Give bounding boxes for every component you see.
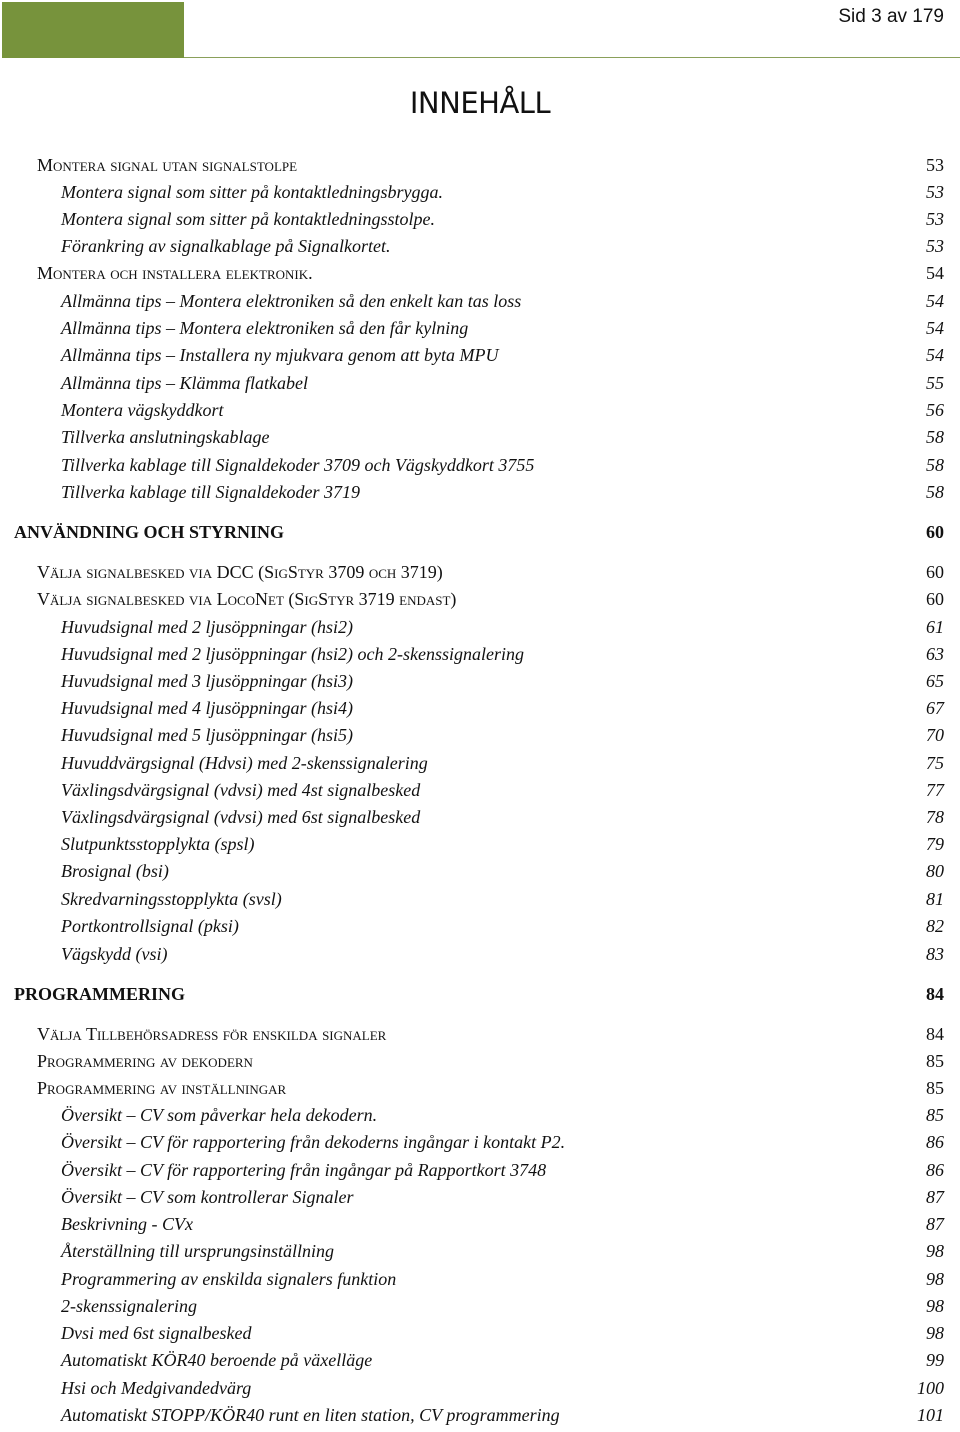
toc-entry[interactable] <box>0 644 960 671</box>
toc-entry-page: 100 <box>917 1378 944 1398</box>
toc-entry-title: Välja Tillbehörsadress för enskilda signaler <box>37 1024 387 1044</box>
toc-entry-page: 98 <box>926 1269 944 1289</box>
toc-entry-page: 58 <box>926 455 944 475</box>
toc-entry[interactable] <box>0 671 960 698</box>
toc-entry-page: 65 <box>926 671 944 691</box>
toc-entry[interactable] <box>0 455 960 482</box>
toc-entry-title: Vägskydd (vsi) <box>61 944 168 964</box>
toc-entry-page: 101 <box>917 1405 944 1425</box>
toc-entry-title: Programmering av dekodern <box>37 1051 253 1071</box>
toc-entry-page: 84 <box>926 1024 944 1044</box>
header-accent-block <box>2 2 184 58</box>
toc-entry[interactable] <box>0 1323 960 1350</box>
toc-entry-title: PROGRAMMERING <box>14 984 185 1004</box>
toc-entry-page: 99 <box>926 1350 944 1370</box>
toc-entry-title: Allmänna tips – Montera elektroniken så den enkelt kan tas loss <box>61 291 522 311</box>
toc-entry-page: 70 <box>926 725 944 745</box>
toc-entry-title: Portkontrollsignal (pksi) <box>61 916 239 936</box>
toc-entry-title: Programmering av enskilda signalers funktion <box>61 1269 397 1289</box>
toc-entry[interactable] <box>0 522 960 549</box>
toc-entry[interactable] <box>0 182 960 209</box>
toc-entry[interactable] <box>0 916 960 943</box>
toc-entry[interactable] <box>0 1132 960 1159</box>
toc-entry-page: 58 <box>926 427 944 447</box>
toc-entry-page: 58 <box>926 482 944 502</box>
toc-entry-page: 75 <box>926 753 944 773</box>
toc-entry[interactable] <box>0 562 960 589</box>
toc-entry[interactable] <box>0 155 960 182</box>
toc-entry-title: Förankring av signalkablage på Signalkortet. <box>61 236 391 256</box>
toc-entry-page: 60 <box>926 522 944 542</box>
toc-entry[interactable] <box>0 861 960 888</box>
toc-entry-page: 53 <box>926 155 944 175</box>
toc-entry[interactable] <box>0 944 960 971</box>
toc-entry-title: Brosignal (bsi) <box>61 861 169 881</box>
toc-entry-title: Översikt – CV som kontrollerar Signaler <box>61 1187 354 1207</box>
toc-entry-title: Växlingsdvärgsignal (vdvsi) med 4st signalbesked <box>61 780 421 800</box>
toc-entry-title: Välja signalbesked via LocoNet (SigStyr 3719 endast) <box>37 589 457 609</box>
page-header <box>0 0 960 60</box>
toc-entry[interactable] <box>0 589 960 616</box>
toc-entry[interactable] <box>0 1214 960 1241</box>
toc-entry-page: 86 <box>926 1132 944 1152</box>
toc-entry-title: Huvudsignal med 4 ljusöppningar (hsi4) <box>61 698 353 718</box>
toc-entry[interactable] <box>0 617 960 644</box>
toc-entry[interactable] <box>0 753 960 780</box>
toc-entry-page: 78 <box>926 807 944 827</box>
toc-entry[interactable] <box>0 1078 960 1105</box>
toc-entry-page: 56 <box>926 400 944 420</box>
toc-entry-title: Dvsi med 6st signalbesked <box>61 1323 252 1343</box>
toc-entry[interactable] <box>0 345 960 372</box>
toc-entry[interactable] <box>0 1051 960 1078</box>
toc-entry[interactable] <box>0 834 960 861</box>
toc-entry-page: 85 <box>926 1051 944 1071</box>
toc-entry-page: 55 <box>926 373 944 393</box>
toc-entry-page: 82 <box>926 916 944 936</box>
toc-entry-page: 87 <box>926 1187 944 1207</box>
toc-entry-title: Huvudsignal med 2 ljusöppningar (hsi2) och 2-skenssignalering <box>61 644 524 664</box>
toc-entry-page: 60 <box>926 589 944 609</box>
toc-entry[interactable] <box>0 482 960 509</box>
page-title: INNEHÅLL <box>409 86 551 120</box>
page-number: Sid 3 av 179 <box>838 6 944 27</box>
toc-entry-page: 61 <box>926 617 944 637</box>
toc-entry-title: Automatiskt KÖR40 beroende på växelläge <box>61 1350 373 1370</box>
toc-entry-title: Huvudsignal med 5 ljusöppningar (hsi5) <box>61 725 353 745</box>
toc-entry-title: Beskrivning - CVx <box>61 1214 193 1234</box>
toc-entry-page: 79 <box>926 834 944 854</box>
toc-entry[interactable] <box>0 984 960 1011</box>
toc-entry[interactable] <box>0 373 960 400</box>
toc-entry-title: Slutpunktsstopplykta (spsl) <box>61 834 255 854</box>
toc-entry-page: 85 <box>926 1078 944 1098</box>
toc-entry[interactable] <box>0 725 960 752</box>
toc-entry[interactable] <box>0 400 960 427</box>
toc-entry[interactable] <box>0 427 960 454</box>
toc-entry-page: 67 <box>926 698 944 718</box>
toc-entry[interactable] <box>0 1160 960 1187</box>
toc-entry-page: 54 <box>926 318 944 338</box>
toc-entry-page: 86 <box>926 1160 944 1180</box>
toc-entry-title: Allmänna tips – Montera elektroniken så den får kylning <box>61 318 469 338</box>
toc-entry-title: Montera signal utan signalstolpe <box>37 155 298 175</box>
toc-entry-page: 83 <box>926 944 944 964</box>
toc-entry-title: Översikt – CV för rapportering från dekoderns ingångar i kontakt P2. <box>61 1132 566 1152</box>
toc-entry[interactable] <box>0 780 960 807</box>
toc-entry[interactable] <box>0 209 960 236</box>
toc-entry-title: Översikt – CV som påverkar hela dekodern. <box>61 1105 378 1125</box>
toc-entry-page: 87 <box>926 1214 944 1234</box>
toc-entry-page: 81 <box>926 889 944 909</box>
toc-entry-title: Översikt – CV för rapportering från ingångar på Rapportkort 3748 <box>61 1160 547 1180</box>
toc-entry-title: ANVÄNDNING OCH STYRNING <box>14 522 285 542</box>
toc-entry[interactable] <box>0 291 960 318</box>
toc-entry[interactable] <box>0 1405 960 1432</box>
toc-entry-title: Huvuddvärgsignal (Hdvsi) med 2-skenssignalering <box>61 753 428 773</box>
toc-entry-page: 98 <box>926 1241 944 1261</box>
toc-entry[interactable] <box>0 1024 960 1051</box>
toc-entry[interactable] <box>0 318 960 345</box>
toc-entry[interactable] <box>0 263 960 290</box>
toc-entry-title: Tillverka kablage till Signaldekoder 3709 och Vägskyddkort 3755 <box>61 455 535 475</box>
toc-entry-page: 53 <box>926 182 944 202</box>
toc-entry-page: 63 <box>926 644 944 664</box>
toc-entry-title: Allmänna tips – Installera ny mjukvara genom att byta MPU <box>61 345 499 365</box>
toc-entry-page: 60 <box>926 562 944 582</box>
toc-entry-title: Huvudsignal med 3 ljusöppningar (hsi3) <box>61 671 353 691</box>
toc-entry[interactable] <box>0 236 960 263</box>
toc-entry-title: Programmering av inställningar <box>37 1078 287 1098</box>
toc-entry-page: 54 <box>926 291 944 311</box>
toc-entry-page: 53 <box>926 209 944 229</box>
toc-entry[interactable] <box>0 1350 960 1377</box>
toc-entry-page: 80 <box>926 861 944 881</box>
toc-entry-title: Välja signalbesked via DCC (SigStyr 3709 och 3719) <box>37 562 443 582</box>
toc-entry[interactable] <box>0 698 960 725</box>
toc-entry-title: Montera signal som sitter på kontaktledningsstolpe. <box>61 209 435 229</box>
toc-entry-page: 85 <box>926 1105 944 1125</box>
toc-entry[interactable] <box>0 1269 960 1296</box>
toc-entry[interactable] <box>0 889 960 916</box>
toc-entry-title: Hsi och Medgivandedvärg <box>61 1378 252 1398</box>
header-divider <box>184 57 960 58</box>
toc-entry-title: Tillverka anslutningskablage <box>61 427 270 447</box>
toc-entry[interactable] <box>0 1296 960 1323</box>
toc-entry-title: Växlingsdvärgsignal (vdvsi) med 6st signalbesked <box>61 807 421 827</box>
toc-entry-title: Återställning till ursprungsinställning <box>61 1241 335 1261</box>
toc-entry-title: Tillverka kablage till Signaldekoder 3719 <box>61 482 360 502</box>
toc-entry-page: 54 <box>926 345 944 365</box>
toc-entry[interactable] <box>0 1241 960 1268</box>
toc-entry-title: Montera och installera elektronik. <box>37 263 313 283</box>
toc-entry[interactable] <box>0 807 960 834</box>
toc-entry[interactable] <box>0 1105 960 1132</box>
toc-entry-page: 98 <box>926 1296 944 1316</box>
toc-entry-page: 84 <box>926 984 944 1004</box>
toc-entry-page: 53 <box>926 236 944 256</box>
toc-entry-title: Huvudsignal med 2 ljusöppningar (hsi2) <box>61 617 353 637</box>
toc-entry[interactable] <box>0 1187 960 1214</box>
toc-entry[interactable] <box>0 1378 960 1405</box>
toc-entry-title: Allmänna tips – Klämma flatkabel <box>61 373 308 393</box>
toc-entry-page: 54 <box>926 263 944 283</box>
toc-entry-title: Montera signal som sitter på kontaktledningsbrygga. <box>61 182 443 202</box>
toc-entry-title: Skredvarningsstopplykta (svsl) <box>61 889 282 909</box>
toc-entry-title: Automatiskt STOPP/KÖR40 runt en liten station, CV programmering <box>61 1405 560 1425</box>
toc-entry-page: 77 <box>926 780 944 800</box>
toc-entry-page: 98 <box>926 1323 944 1343</box>
toc-entry-title: 2-skenssignalering <box>61 1296 197 1316</box>
toc-entry-title: Montera vägskyddkort <box>61 400 224 420</box>
